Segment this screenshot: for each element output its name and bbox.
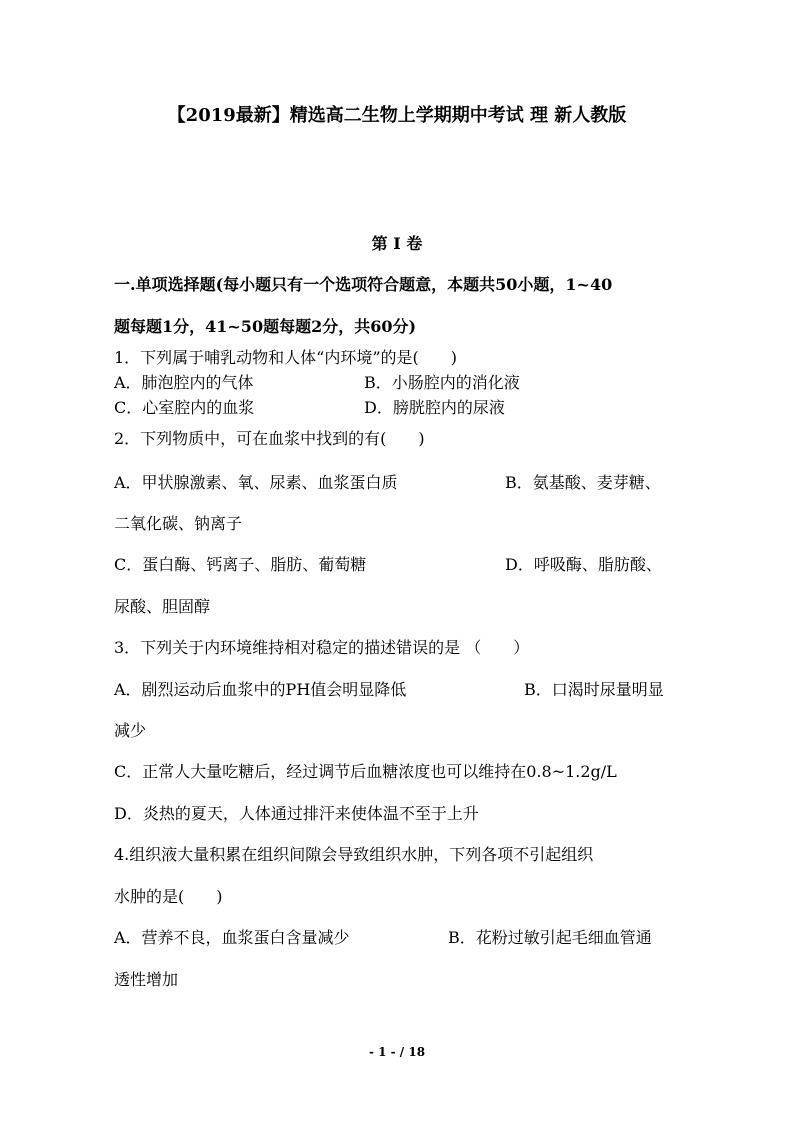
question-option: D．呼吸酶、脂肪酸、 [505, 555, 662, 574]
question-option: D．炎热的夏天，人体通过排汗来使体温不至于上升 [114, 804, 479, 823]
document-title: 【2019最新】精选高二生物上学期期中考试 理 新人教版 [167, 105, 627, 126]
question-option: B．口渴时尿量明显 [524, 680, 664, 699]
question-stem: 2．下列物质中，可在血浆中找到的有( ) [114, 429, 425, 448]
question-option: B．氨基酸、麦芽糖、 [505, 473, 661, 492]
question-stem: 水肿的是( ) [114, 887, 223, 906]
question-stem: 3．下列关于内环境维持相对稳定的描述错误的是 （ ） [114, 638, 530, 657]
volume-heading: 第 Ⅰ 卷 [371, 234, 423, 253]
section-heading: 一.单项选择题(每小题只有一个选项符合题意，本题共50小题，1~40 [114, 275, 613, 294]
question-option: 尿酸、胆固醇 [114, 597, 211, 616]
question-option: B．花粉过敏引起毛细血管通 [448, 928, 652, 947]
question-option: C．蛋白酶、钙离子、脂肪、葡萄糖 [114, 555, 367, 574]
question-option: 减少 [114, 721, 147, 740]
question-stem: 4.组织液大量积累在组织间隙会导致组织水肿，下列各项不引起组织 [114, 845, 594, 864]
question-option: B．小肠腔内的消化液 [364, 373, 520, 392]
question-option: 二氧化碳、钠离子 [114, 514, 243, 533]
page-footer: - 1 - / 18 [368, 1045, 426, 1059]
question-option: C．心室腔内的血浆 [114, 398, 255, 417]
section-heading: 题每题1分，41~50题每题2分，共60分) [114, 317, 417, 336]
question-option: 透性增加 [114, 970, 179, 989]
question-option: A．剧烈运动后血浆中的PH值会明显降低 [114, 680, 407, 699]
question-option: A．营养不良，血浆蛋白含量减少 [114, 928, 350, 947]
question-stem: 1．下列属于哺乳动物和人体“内环境”的是( ) [114, 348, 458, 367]
question-option: A．甲状腺激素、氧、尿素、血浆蛋白质 [114, 473, 398, 492]
question-option: D．膀胱腔内的尿液 [364, 398, 505, 417]
question-option: A．肺泡腔内的气体 [114, 373, 254, 392]
question-option: C．正常人大量吃糖后，经过调节后血糖浓度也可以维持在0.8~1.2g/L [114, 762, 617, 781]
